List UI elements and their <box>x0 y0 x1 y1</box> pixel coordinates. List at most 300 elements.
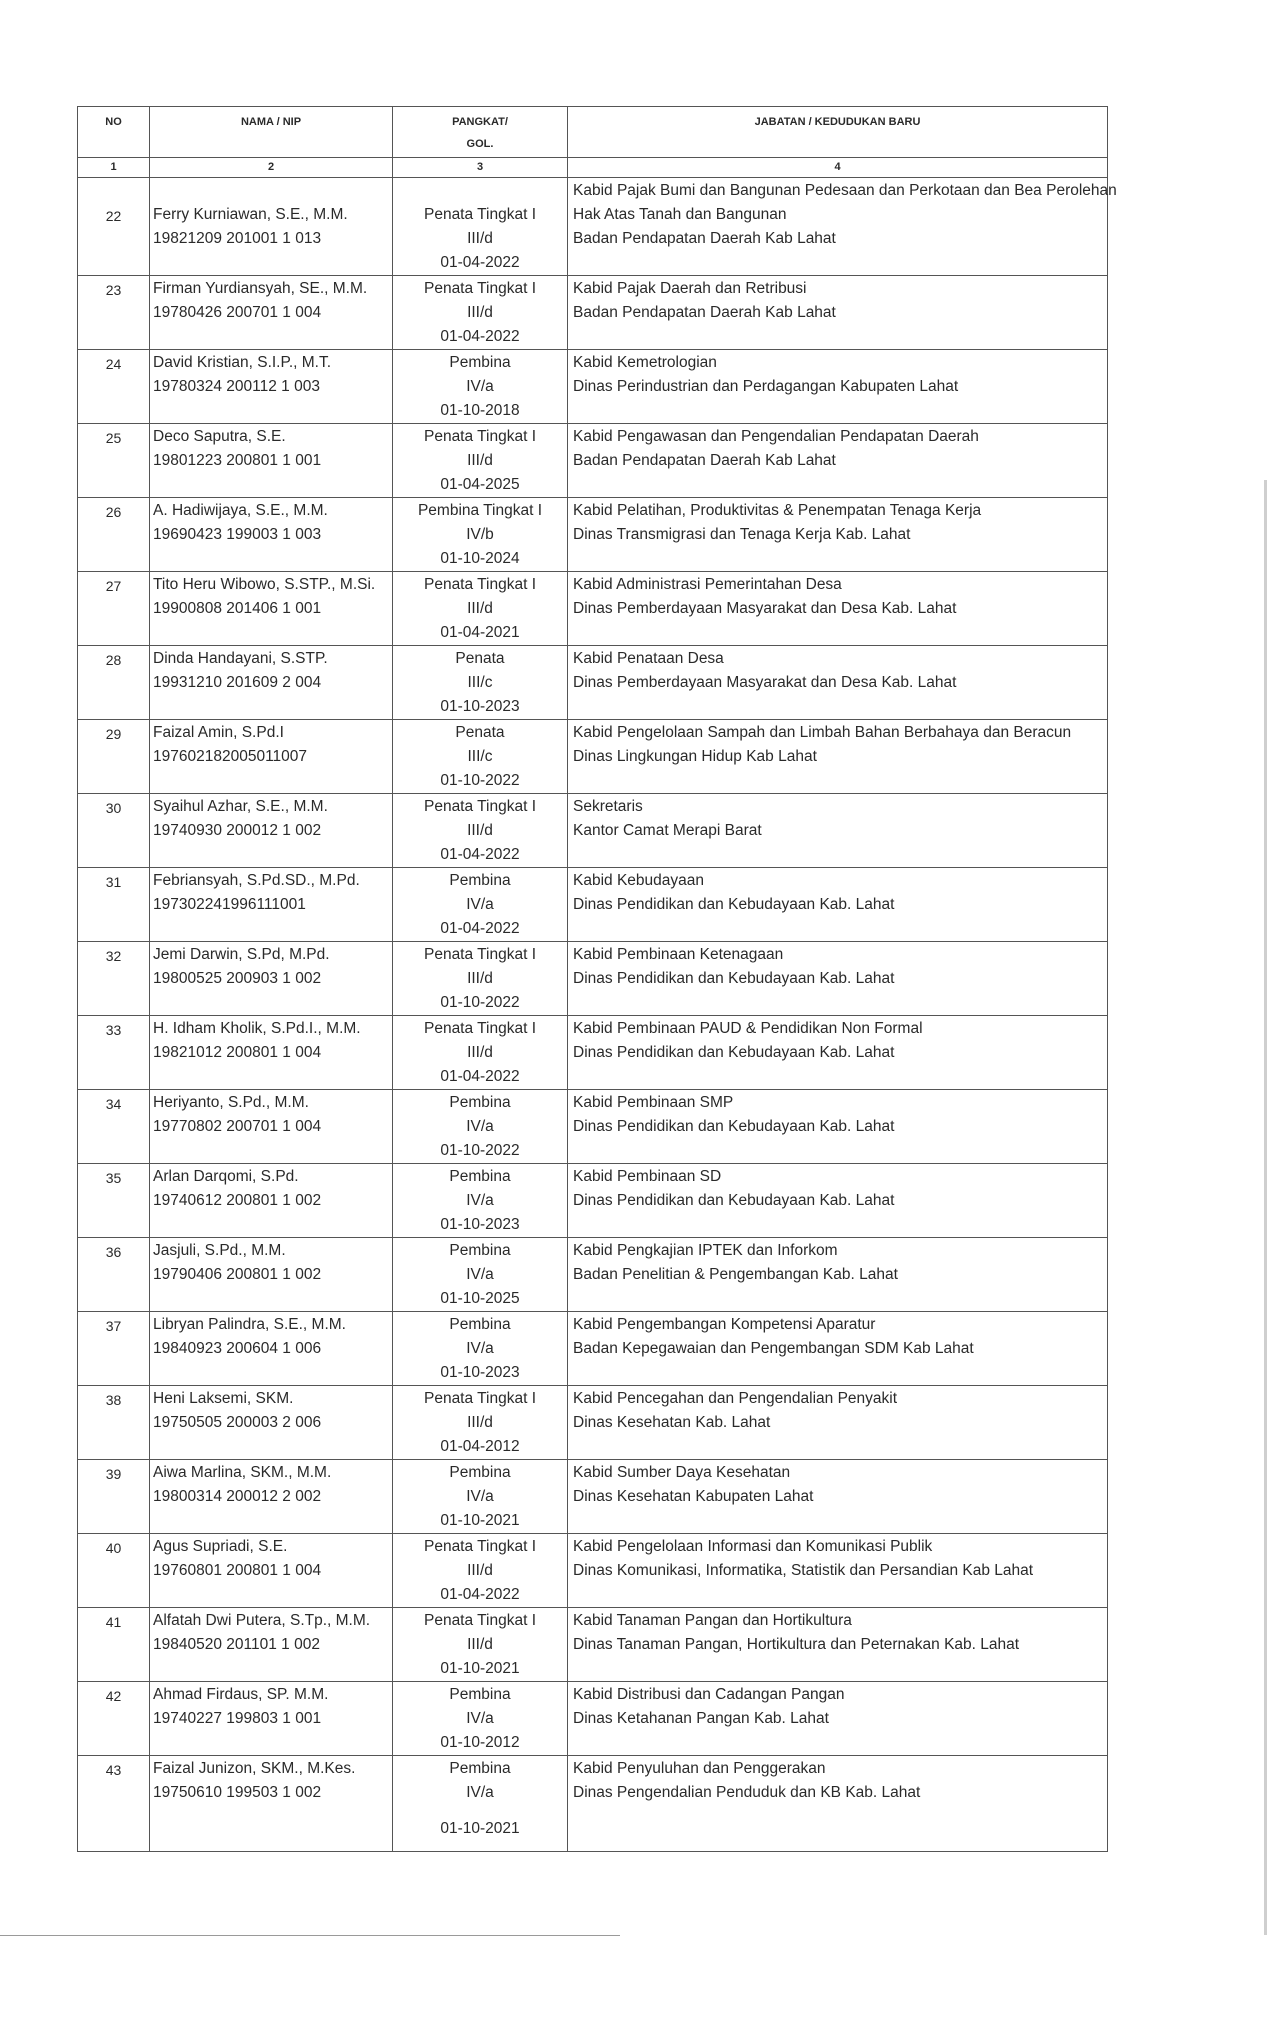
rank-date: 01-04-2022 <box>440 1586 520 1603</box>
table-row <box>78 498 1108 572</box>
table-row <box>78 276 1108 350</box>
rank-cell <box>393 1312 568 1386</box>
row-number-text: 29 <box>105 726 122 742</box>
position-title: Kabid Pembinaan SMP <box>573 1094 734 1111</box>
rank-cell <box>393 868 568 942</box>
rank-title: Pembina <box>449 872 511 889</box>
position-unit: Dinas Pendidikan dan Kebudayaan Kab. Lahat <box>573 1192 895 1209</box>
position-title: Kabid Sumber Daya Kesehatan <box>573 1464 791 1481</box>
rank-title: Penata <box>455 724 505 741</box>
rank-date: 01-10-2022 <box>440 1142 520 1159</box>
position-cell <box>568 942 1108 1016</box>
employee-name: A. Hadiwijaya, S.E., M.M. <box>153 502 328 519</box>
position-cell <box>568 1682 1108 1756</box>
table-row <box>78 942 1108 1016</box>
position-cell <box>568 572 1108 646</box>
employee-name: Heni Laksemi, SKM. <box>153 1390 294 1407</box>
position-title: Kabid Administrasi Pemerintahan Desa <box>573 576 842 593</box>
position-unit: Dinas Perindustrian dan Perdagangan Kabupaten Lahat <box>573 378 959 395</box>
rank-grade: III/d <box>467 1562 493 1579</box>
position-cell <box>568 1534 1108 1608</box>
rank-title: Penata Tingkat I <box>423 946 537 963</box>
employee-name: David Kristian, S.I.P., M.T. <box>153 354 332 371</box>
employee-name: Jasjuli, S.Pd., M.M. <box>153 1242 286 1259</box>
rank-grade: III/c <box>467 748 493 765</box>
row-number <box>78 1164 150 1238</box>
row-number <box>78 276 150 350</box>
employee-name: Aiwa Marlina, SKM., M.M. <box>153 1464 332 1481</box>
row-number <box>78 424 150 498</box>
position-unit: Dinas Lingkungan Hidup Kab Lahat <box>573 748 817 765</box>
row-number <box>78 350 150 424</box>
table-row <box>78 350 1108 424</box>
rank-cell <box>393 794 568 868</box>
table-row <box>78 646 1108 720</box>
employee-nip: 19760801 200801 1 004 <box>153 1562 322 1579</box>
rank-grade: IV/a <box>466 1266 494 1283</box>
employee-name: Tito Heru Wibowo, S.STP., M.Si. <box>153 576 376 593</box>
employee-name: Faizal Amin, S.Pd.I <box>153 724 284 741</box>
rank-title: Penata Tingkat I <box>423 1612 537 1629</box>
rank-grade: III/d <box>467 1044 493 1061</box>
rank-cell <box>393 1460 568 1534</box>
employee-cell <box>150 424 393 498</box>
employee-nip: 19840923 200604 1 006 <box>153 1340 322 1357</box>
rank-grade: IV/a <box>466 1784 494 1801</box>
rank-date: 01-10-2023 <box>440 1364 520 1381</box>
rank-title: Pembina <box>449 1316 511 1333</box>
rank-title: Penata Tingkat I <box>423 280 537 297</box>
employee-name: Jemi Darwin, S.Pd, M.Pd. <box>153 946 330 963</box>
row-number <box>78 572 150 646</box>
row-number <box>78 1016 150 1090</box>
table-row <box>78 178 1108 276</box>
position-unit: Dinas Kesehatan Kabupaten Lahat <box>573 1488 814 1505</box>
position-title: Sekretaris <box>573 798 643 815</box>
rank-title: Pembina <box>449 1760 511 1777</box>
rank-grade: IV/a <box>466 1710 494 1727</box>
employee-nip: 19770802 200701 1 004 <box>153 1118 322 1135</box>
employee-name: Firman Yurdiansyah, SE., M.M. <box>153 280 368 297</box>
position-cell <box>568 350 1108 424</box>
employee-cell <box>150 178 393 276</box>
rank-grade: III/d <box>467 230 493 247</box>
employee-nip: 19800525 200903 1 002 <box>153 970 322 987</box>
table-row <box>78 1460 1108 1534</box>
employee-name: Libryan Palindra, S.E., M.M. <box>153 1316 346 1333</box>
employee-name: Deco Saputra, S.E. <box>153 428 286 445</box>
row-number <box>78 1534 150 1608</box>
rank-cell <box>393 942 568 1016</box>
employee-cell <box>150 1682 393 1756</box>
rank-title: Pembina <box>449 354 511 371</box>
employee-nip: 19800314 200012 2 002 <box>153 1488 322 1505</box>
row-number <box>78 1460 150 1534</box>
position-unit: Badan Pendapatan Daerah Kab Lahat <box>573 230 836 247</box>
rank-date: 01-04-2012 <box>440 1438 520 1455</box>
table-row <box>78 424 1108 498</box>
position-title: Kabid Tanaman Pangan dan Hortikultura <box>573 1612 852 1629</box>
rank-cell <box>393 1608 568 1682</box>
position-unit: Kantor Camat Merapi Barat <box>573 822 762 839</box>
position-unit: Dinas Pendidikan dan Kebudayaan Kab. Lahat <box>573 896 895 913</box>
row-number-text: 41 <box>105 1614 122 1630</box>
employee-cell <box>150 498 393 572</box>
employee-nip: 19840520 201101 1 002 <box>153 1636 320 1653</box>
rank-cell <box>393 646 568 720</box>
employee-cell <box>150 942 393 1016</box>
position-unit: Dinas Pendidikan dan Kebudayaan Kab. Lahat <box>573 1118 895 1135</box>
rank-cell <box>393 1534 568 1608</box>
position-cell <box>568 178 1117 276</box>
employee-nip: 19740930 200012 1 002 <box>153 822 322 839</box>
position-unit: Dinas Pemberdayaan Masyarakat dan Desa Kab. Lahat <box>573 674 957 691</box>
position-title: Kabid Kebudayaan <box>573 872 705 889</box>
rank-date: 01-10-2024 <box>440 550 520 567</box>
position-title: Kabid Pengawasan dan Pengendalian Pendapatan Daerah <box>573 428 979 445</box>
employee-cell <box>150 646 393 720</box>
position-unit: Dinas Ketahanan Pangan Kab. Lahat <box>573 1710 829 1727</box>
employee-cell <box>150 1386 393 1460</box>
row-number-text: 33 <box>105 1022 122 1038</box>
rank-grade: IV/a <box>466 378 494 395</box>
position-unit: Dinas Pengendalian Penduduk dan KB Kab. Lahat <box>573 1784 921 1801</box>
employee-nip: 19821209 201001 1 013 <box>153 230 322 247</box>
header-pangkat <box>393 107 568 158</box>
employee-name: Dinda Handayani, S.STP. <box>153 650 328 667</box>
position-unit: Badan Pendapatan Daerah Kab Lahat <box>573 304 836 321</box>
row-number-text: 42 <box>105 1688 122 1704</box>
position-unit: Dinas Kesehatan Kab. Lahat <box>573 1414 771 1431</box>
cell-spacer <box>393 1805 567 1817</box>
rank-date: 01-04-2022 <box>440 328 520 345</box>
table-row <box>78 1756 1108 1852</box>
rank-date: 01-10-2022 <box>440 772 520 789</box>
position-title: Kabid Pajak Daerah dan Retribusi <box>573 280 807 297</box>
row-number <box>78 942 150 1016</box>
rank-title: Penata <box>455 650 505 667</box>
row-number <box>78 1238 150 1312</box>
rank-cell <box>393 572 568 646</box>
position-unit: Badan Penelitian & Pengembangan Kab. Lahat <box>573 1266 898 1283</box>
employee-nip: 19690423 199003 1 003 <box>153 526 322 543</box>
position-unit: Dinas Pemberdayaan Masyarakat dan Desa Kab. Lahat <box>573 600 957 617</box>
rank-grade: III/d <box>467 1636 493 1653</box>
row-number <box>78 868 150 942</box>
employee-name: Arlan Darqomi, S.Pd. <box>153 1168 299 1185</box>
rank-title: Pembina <box>449 1242 511 1259</box>
header-nama: NAMA / NIP <box>150 107 393 158</box>
rank-cell <box>393 720 568 794</box>
position-unit: Dinas Pendidikan dan Kebudayaan Kab. Lahat <box>573 1044 895 1061</box>
position-unit: Dinas Transmigrasi dan Tenaga Kerja Kab. Lahat <box>573 526 911 543</box>
rank-cell <box>393 276 568 350</box>
row-number-text: 43 <box>105 1762 122 1778</box>
employee-cell <box>150 1238 393 1312</box>
employee-name: Heriyanto, S.Pd., M.M. <box>153 1094 309 1111</box>
rank-date: 01-10-2021 <box>440 1820 520 1837</box>
header-pangkat-line1: PANGKAT/ <box>452 116 508 128</box>
row-number <box>78 1090 150 1164</box>
row-number <box>78 178 150 276</box>
position-cell <box>568 1090 1108 1164</box>
rank-cell <box>393 1682 568 1756</box>
position-cell <box>568 498 1108 572</box>
row-number-text: 27 <box>105 578 122 594</box>
row-number-text: 32 <box>105 948 122 964</box>
table-row <box>78 1164 1108 1238</box>
rank-title: Pembina Tingkat I <box>417 502 543 519</box>
employee-nip: 19780324 200112 1 003 <box>153 378 320 395</box>
position-cell <box>568 276 1108 350</box>
employee-nip: 19780426 200701 1 004 <box>153 304 322 321</box>
position-cell <box>568 424 1108 498</box>
employee-cell <box>150 572 393 646</box>
header-pangkat-line2: GOL. <box>466 138 494 150</box>
table-row <box>78 1090 1108 1164</box>
rank-grade: IV/b <box>466 526 494 543</box>
employee-cell <box>150 1164 393 1238</box>
position-title: Kabid Pelatihan, Produktivitas & Penempatan Tenaga Kerja <box>573 502 982 519</box>
cell-spacer <box>393 179 567 203</box>
employee-cell <box>150 1756 393 1852</box>
row-number <box>78 720 150 794</box>
position-cell <box>568 720 1108 794</box>
scan-artifact-edge <box>1264 480 1267 1935</box>
employee-cell <box>150 276 393 350</box>
row-number-text: 22 <box>105 208 122 224</box>
employee-name: Alfatah Dwi Putera, S.Tp., M.M. <box>153 1612 371 1629</box>
rank-date: 01-04-2022 <box>440 846 520 863</box>
employee-cell <box>150 794 393 868</box>
row-number-text: 23 <box>105 282 122 298</box>
position-cell <box>568 1608 1108 1682</box>
employee-cell <box>150 1016 393 1090</box>
rank-title: Penata Tingkat I <box>423 798 537 815</box>
header-row <box>78 107 1108 158</box>
rank-cell <box>393 1238 568 1312</box>
rank-grade: IV/a <box>466 1340 494 1357</box>
header-jabatan: JABATAN / KEDUDUKAN BARU <box>568 107 1108 158</box>
row-number-text: 30 <box>105 800 122 816</box>
rank-grade: IV/a <box>466 1118 494 1135</box>
position-unit: Badan Kepegawaian dan Pengembangan SDM Kab Lahat <box>573 1340 974 1357</box>
table-row <box>78 1386 1108 1460</box>
position-title: Kabid Penataan Desa <box>573 650 724 667</box>
position-title: Kabid Pengelolaan Informasi dan Komunikasi Publik <box>573 1538 933 1555</box>
row-number-text: 24 <box>105 356 122 372</box>
position-title: Kabid Kemetrologian <box>573 354 717 371</box>
rank-cell <box>393 350 568 424</box>
rank-title: Penata Tingkat I <box>423 428 537 445</box>
employee-cell <box>150 868 393 942</box>
employee-name: Ahmad Firdaus, SP. M.M. <box>153 1686 329 1703</box>
row-number-text: 39 <box>105 1466 122 1482</box>
table-row <box>78 1016 1108 1090</box>
rank-title: Penata Tingkat I <box>423 576 537 593</box>
column-number: 3 <box>393 158 568 178</box>
employee-name: Faizal Junizon, SKM., M.Kes. <box>153 1760 356 1777</box>
row-number <box>78 1682 150 1756</box>
row-number-text: 31 <box>105 874 122 890</box>
employee-nip: 19750505 200003 2 006 <box>153 1414 322 1431</box>
rank-grade: IV/a <box>466 1192 494 1209</box>
rank-date: 01-04-2022 <box>440 254 520 271</box>
employee-cell <box>150 1312 393 1386</box>
employee-cell <box>150 1090 393 1164</box>
position-title: Kabid Pembinaan Ketenagaan <box>573 946 784 963</box>
employee-nip: 19821012 200801 1 004 <box>153 1044 322 1061</box>
employee-nip: 19740227 199803 1 001 <box>153 1710 322 1727</box>
cell-spacer <box>153 179 392 203</box>
position-cell <box>568 1460 1108 1534</box>
rank-cell <box>393 1090 568 1164</box>
rank-date: 01-04-2025 <box>440 476 520 493</box>
personnel-table <box>77 106 1117 1852</box>
position-title: Kabid Distribusi dan Cadangan Pangan <box>573 1686 845 1703</box>
rank-grade: III/d <box>467 304 493 321</box>
rank-grade: IV/a <box>466 896 494 913</box>
rank-date: 01-04-2022 <box>440 920 520 937</box>
rank-grade: III/d <box>467 600 493 617</box>
rank-title: Pembina <box>449 1686 511 1703</box>
position-title: Kabid Pengembangan Kompetensi Aparatur <box>573 1316 876 1333</box>
position-cell <box>568 646 1108 720</box>
employee-nip: 19740612 200801 1 002 <box>153 1192 322 1209</box>
rank-cell <box>393 498 568 572</box>
row-number <box>78 1608 150 1682</box>
position-unit: Badan Pendapatan Daerah Kab Lahat <box>573 452 836 469</box>
column-number-row <box>78 158 1108 178</box>
position-cell <box>568 1238 1108 1312</box>
table-header <box>78 107 1108 178</box>
position-title-cont: Hak Atas Tanah dan Bangunan <box>573 206 787 223</box>
table-row <box>78 1608 1108 1682</box>
employee-cell <box>150 350 393 424</box>
rank-date: 01-10-2021 <box>440 1660 520 1677</box>
position-title: Kabid Pencegahan dan Pengendalian Penyakit <box>573 1390 898 1407</box>
table-row <box>78 1682 1108 1756</box>
rank-cell <box>393 1756 568 1852</box>
row-number-text: 35 <box>105 1170 122 1186</box>
employee-name: H. Idham Kholik, S.Pd.I., M.M. <box>153 1020 361 1037</box>
row-number-text: 25 <box>105 430 122 446</box>
rank-grade: III/d <box>467 822 493 839</box>
position-unit: Dinas Pendidikan dan Kebudayaan Kab. Lahat <box>573 970 895 987</box>
rank-title: Penata Tingkat I <box>423 1538 537 1555</box>
header-no: NO <box>78 107 150 158</box>
rank-title: Pembina <box>449 1464 511 1481</box>
rank-grade: III/d <box>467 970 493 987</box>
employee-nip: 197602182005011007 <box>153 748 308 765</box>
position-title: Kabid Penyuluhan dan Penggerakan <box>573 1760 826 1777</box>
position-title: Kabid Pengkajian IPTEK dan Inforkom <box>573 1242 838 1259</box>
rank-cell <box>393 424 568 498</box>
table-row <box>78 1534 1108 1608</box>
rank-date: 01-10-2018 <box>440 402 520 419</box>
row-number-text: 34 <box>105 1096 122 1112</box>
position-cell <box>568 868 1108 942</box>
rank-date: 01-10-2023 <box>440 698 520 715</box>
rank-title: Pembina <box>449 1094 511 1111</box>
employee-nip: 19900808 201406 1 001 <box>153 600 322 617</box>
rank-date: 01-10-2012 <box>440 1734 520 1751</box>
position-cell <box>568 1386 1108 1460</box>
row-number <box>78 646 150 720</box>
table-row <box>78 720 1108 794</box>
position-title: Kabid Pengelolaan Sampah dan Limbah Bahan Berbahaya dan Beracun <box>573 724 1072 741</box>
table-row <box>78 1312 1108 1386</box>
employee-cell <box>150 720 393 794</box>
rank-cell <box>393 1016 568 1090</box>
employee-name: Syaihul Azhar, S.E., M.M. <box>153 798 328 815</box>
position-title: Kabid Pajak Bumi dan Bangunan Pedesaan dan Perkotaan dan Bea Perolehan <box>573 182 1117 199</box>
table-row <box>78 868 1108 942</box>
rank-date: 01-10-2025 <box>440 1290 520 1307</box>
cell-spacer <box>78 180 149 204</box>
employee-name: Ferry Kurniawan, S.E., M.M. <box>153 206 348 223</box>
position-cell <box>568 1164 1108 1238</box>
row-number-text: 37 <box>105 1318 122 1334</box>
rank-title: Penata Tingkat I <box>423 206 537 223</box>
employee-nip: 197302241996111001 <box>153 896 306 913</box>
rank-title: Pembina <box>449 1168 511 1185</box>
employee-name: Agus Supriadi, S.E. <box>153 1538 288 1555</box>
position-cell <box>568 1756 1108 1852</box>
rank-grade: IV/a <box>466 1488 494 1505</box>
row-number-text: 36 <box>105 1244 122 1260</box>
row-number-text: 38 <box>105 1392 122 1408</box>
rank-date: 01-04-2022 <box>440 1068 520 1085</box>
rank-title: Penata Tingkat I <box>423 1390 537 1407</box>
position-title: Kabid Pembinaan PAUD & Pendidikan Non Formal <box>573 1020 923 1037</box>
table-row <box>78 794 1108 868</box>
rank-cell <box>393 1164 568 1238</box>
row-number <box>78 1756 150 1852</box>
employee-nip: 19790406 200801 1 002 <box>153 1266 322 1283</box>
position-unit: Dinas Komunikasi, Informatika, Statistik dan Persandian Kab Lahat <box>573 1562 1034 1579</box>
row-number <box>78 1386 150 1460</box>
table-body <box>78 178 1117 1852</box>
row-number <box>78 498 150 572</box>
row-number <box>78 1312 150 1386</box>
employee-nip: 19931210 201609 2 004 <box>153 674 322 691</box>
row-number-text: 26 <box>105 504 122 520</box>
employee-nip: 19750610 199503 1 002 <box>153 1784 322 1801</box>
rank-cell <box>393 178 568 276</box>
table-row <box>78 572 1108 646</box>
employee-nip: 19801223 200801 1 001 <box>153 452 322 469</box>
employee-cell <box>150 1608 393 1682</box>
column-number: 4 <box>568 158 1108 178</box>
row-number-text: 40 <box>105 1540 122 1556</box>
rank-date: 01-10-2022 <box>440 994 520 1011</box>
rank-cell <box>393 1386 568 1460</box>
table-row <box>78 1238 1108 1312</box>
rank-grade: III/d <box>467 452 493 469</box>
rank-grade: III/c <box>467 674 493 691</box>
scan-artifact-line <box>0 1935 620 1936</box>
row-number-text: 28 <box>105 652 122 668</box>
position-cell <box>568 1016 1108 1090</box>
rank-date: 01-04-2021 <box>440 624 520 641</box>
employee-name: Febriansyah, S.Pd.SD., M.Pd. <box>153 872 360 889</box>
rank-grade: III/d <box>467 1414 493 1431</box>
column-number: 2 <box>150 158 393 178</box>
rank-date: 01-10-2023 <box>440 1216 520 1233</box>
row-number <box>78 794 150 868</box>
rank-title: Penata Tingkat I <box>423 1020 537 1037</box>
